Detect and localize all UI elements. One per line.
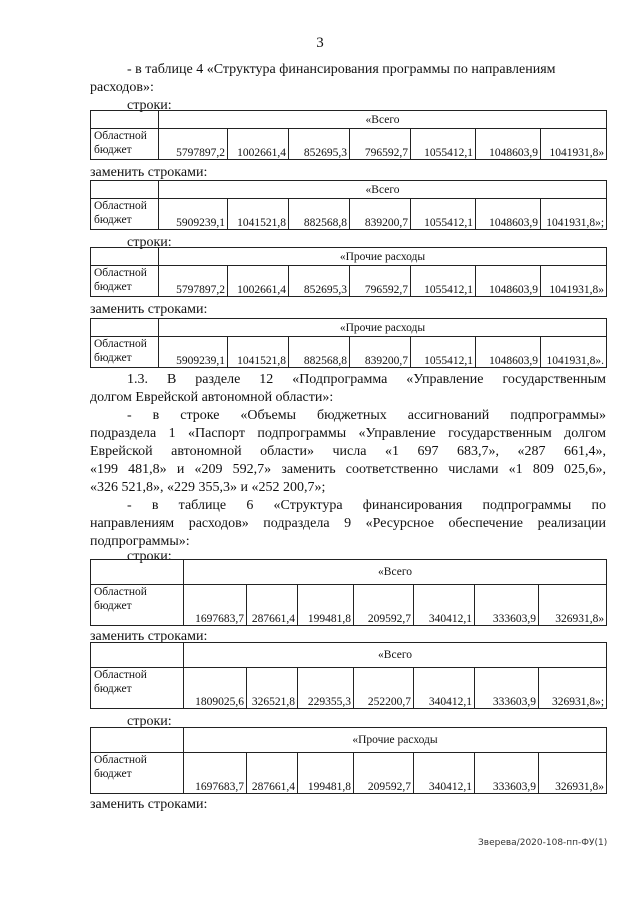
table-cell: 1002661,4 (228, 266, 289, 297)
row-label: Областной бюджет (91, 337, 159, 368)
table-cell: 1055412,1 (411, 266, 476, 297)
table-cell: 287661,4 (247, 753, 298, 794)
table-header: «Прочие расходы (159, 248, 607, 266)
paragraph-line: Еврейской автономной области» числа «1 697 683,7», «287 661,4», (90, 444, 606, 459)
table-header: «Всего (184, 560, 607, 585)
paragraph-line: расходов»: (90, 80, 154, 95)
table-cell: 852695,3 (289, 129, 350, 160)
table-cell: 839200,7 (350, 337, 411, 368)
label-zamenit: заменить строками: (90, 797, 208, 812)
table-cell: 1055412,1 (411, 199, 476, 230)
paragraph-line: 1.3. В разделе 12 «Подпрограмма «Управление государственным (127, 372, 606, 387)
paragraph-line: «326 521,8», «229 355,3» и «252 200,7»; (90, 480, 326, 495)
table-cell: 287661,4 (247, 585, 298, 626)
table-cell: 1041931,8». (541, 337, 607, 368)
table-header: «Прочие расходы (184, 728, 607, 753)
table-cell: 1048603,9 (476, 266, 541, 297)
paragraph-line: подраздела 1 «Паспорт подпрограммы «Управление государственным долгом (90, 426, 606, 441)
table-cell: 1697683,7 (184, 753, 247, 794)
label-stroki: строки: (127, 235, 172, 250)
table-cell: 796592,7 (350, 266, 411, 297)
row-label: Областной бюджет (91, 668, 184, 709)
table-cell: 252200,7 (354, 668, 414, 709)
table-cell: 1002661,4 (228, 129, 289, 160)
paragraph-line: - в таблице 6 «Структура финансирования подпрограммы по (127, 498, 606, 513)
paragraph-line: подпрограммы»: (90, 534, 190, 549)
table-cell: 1697683,7 (184, 585, 247, 626)
finance-table (90, 642, 607, 709)
table-cell: 1041931,8» (541, 129, 607, 160)
finance-table (90, 559, 607, 626)
paragraph-line: направлениям расходов» подраздела 9 «Ресурсное обеспечение реализации (90, 516, 606, 531)
table-cell: 199481,8 (298, 753, 354, 794)
finance-table (90, 318, 607, 368)
finance-table (90, 180, 607, 230)
table-cell: 333603,9 (475, 753, 539, 794)
table-cell: 333603,9 (475, 585, 539, 626)
table-cell: 1809025,6 (184, 668, 247, 709)
table-cell: 1055412,1 (411, 337, 476, 368)
finance-table (90, 247, 607, 297)
table-cell: 333603,9 (475, 668, 539, 709)
table-header: «Всего (184, 643, 607, 668)
table-cell: 209592,7 (354, 585, 414, 626)
table-cell: 229355,3 (298, 668, 354, 709)
table-cell: 5909239,1 (159, 337, 228, 368)
table-cell: 199481,8 (298, 585, 354, 626)
document-footer: Зверева/2020-108-пп-ФУ(1) (478, 838, 608, 848)
table-cell: 5909239,1 (159, 199, 228, 230)
row-label: Областной бюджет (91, 753, 184, 794)
table-cell: 1048603,9 (476, 199, 541, 230)
table-cell: 326931,8»; (539, 668, 607, 709)
row-label: Областной бюджет (91, 266, 159, 297)
label-stroki: строки: (127, 549, 172, 564)
table-cell: 340412,1 (414, 585, 475, 626)
table-cell: 852695,3 (289, 266, 350, 297)
table-cell: 326931,8» (539, 585, 607, 626)
table-cell: 209592,7 (354, 753, 414, 794)
label-zamenit: заменить строками: (90, 165, 208, 180)
table-header: «Всего (159, 181, 607, 199)
table-cell: 839200,7 (350, 199, 411, 230)
table-cell: 326931,8» (539, 753, 607, 794)
table-cell: 1048603,9 (476, 129, 541, 160)
table-cell: 1041931,8»; (541, 199, 607, 230)
table-cell: 1041521,8 (228, 337, 289, 368)
paragraph-line: «199 481,8» и «209 592,7» заменить соответственно числами «1 809 025,6», (90, 462, 606, 477)
paragraph-line: долгом Еврейской автономной области»: (90, 390, 334, 405)
table-header: «Всего (159, 111, 607, 129)
table-cell: 796592,7 (350, 129, 411, 160)
row-label: Областной бюджет (91, 199, 159, 230)
label-zamenit: заменить строками: (90, 629, 208, 644)
row-label: Областной бюджет (91, 585, 184, 626)
table-header: «Прочие расходы (159, 319, 607, 337)
label-stroki: строки: (127, 98, 172, 113)
table-cell: 1055412,1 (411, 129, 476, 160)
table-cell: 5797897,2 (159, 266, 228, 297)
table-cell: 340412,1 (414, 753, 475, 794)
table-cell: 1041931,8» (541, 266, 607, 297)
paragraph-line: - в таблице 4 «Структура финансирования программы по направлениям (127, 62, 556, 77)
label-zamenit: заменить строками: (90, 302, 208, 317)
finance-table (90, 727, 607, 794)
table-cell: 882568,8 (289, 337, 350, 368)
finance-table (90, 110, 607, 160)
paragraph-line: - в строке «Объемы бюджетных ассигнований подпрограммы» (127, 408, 606, 423)
row-label: Областной бюджет (91, 129, 159, 160)
table-cell: 1048603,9 (476, 337, 541, 368)
label-stroki: строки: (127, 714, 172, 729)
table-cell: 1041521,8 (228, 199, 289, 230)
table-cell: 5797897,2 (159, 129, 228, 160)
table-cell: 326521,8 (247, 668, 298, 709)
table-cell: 882568,8 (289, 199, 350, 230)
table-cell: 340412,1 (414, 668, 475, 709)
page-number: 3 (316, 35, 324, 51)
